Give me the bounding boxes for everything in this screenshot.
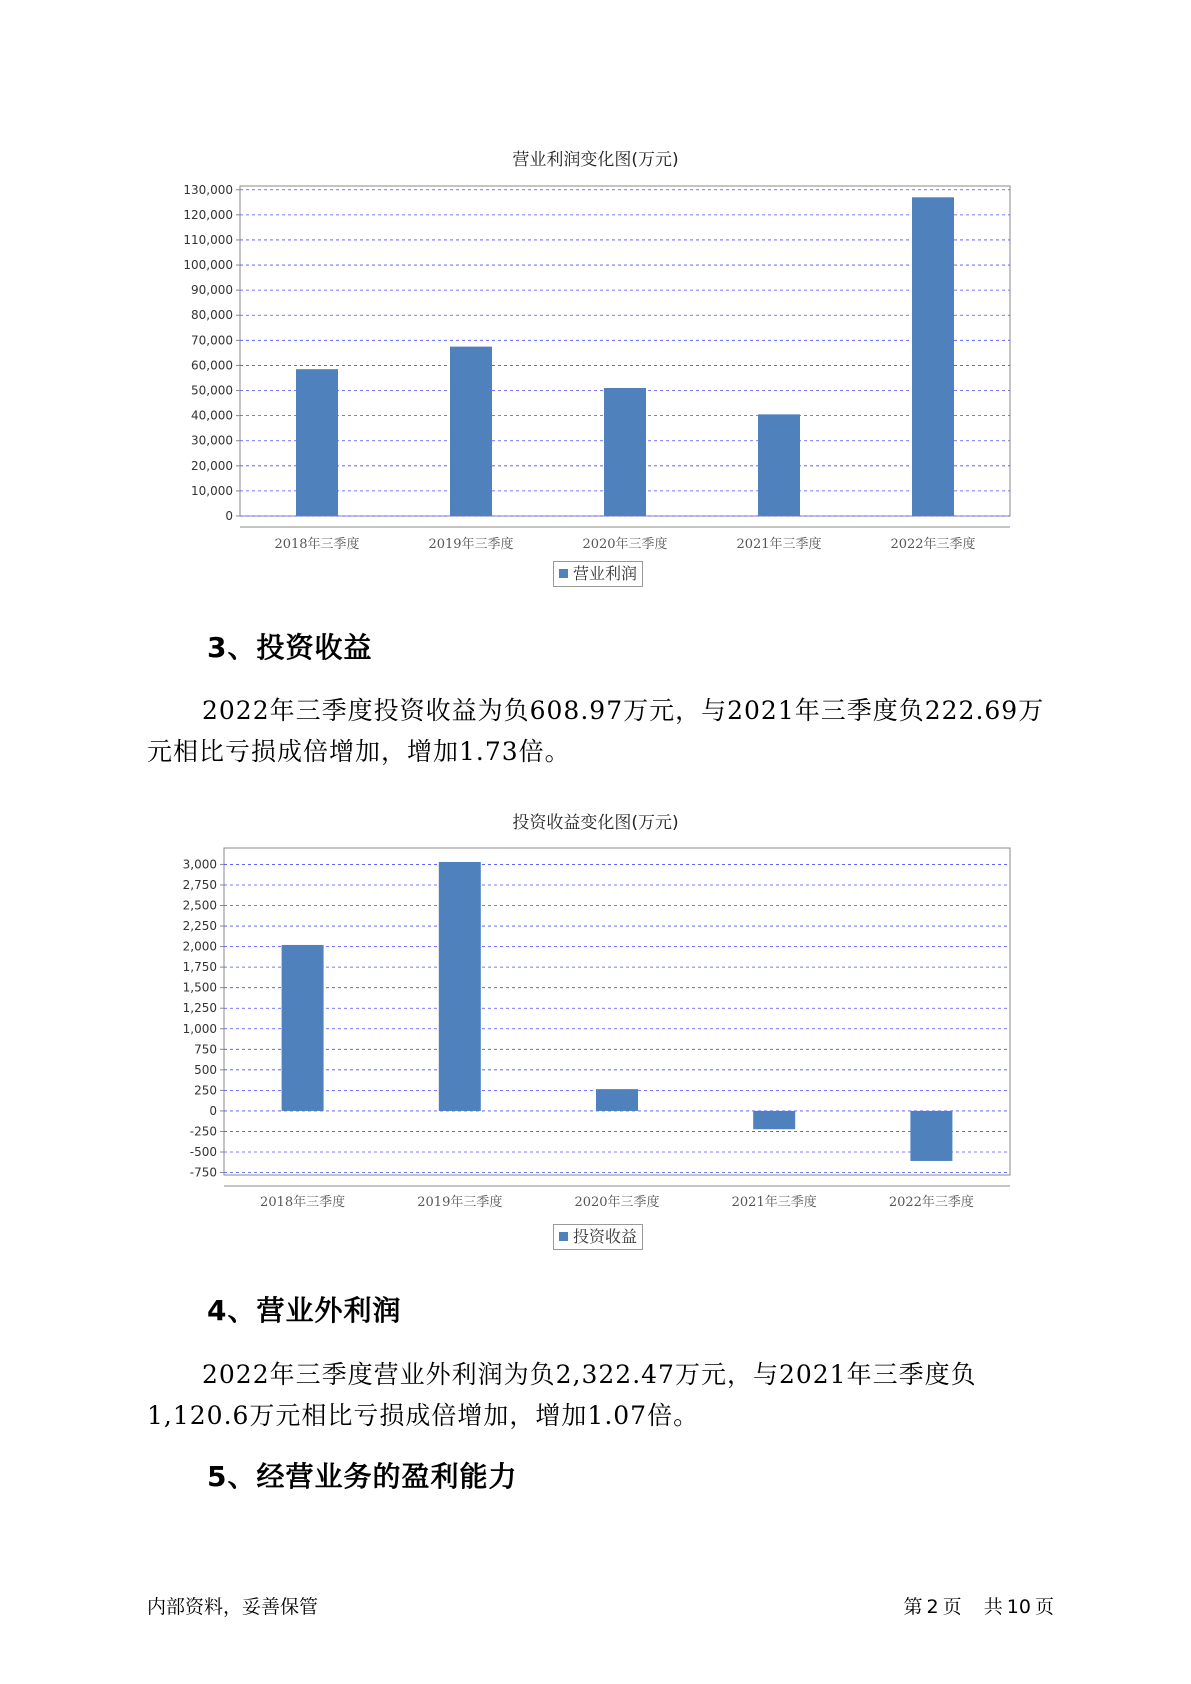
page-suffix: 页 bbox=[1034, 1596, 1054, 1618]
section-heading-investment-income: 3、投资收益 bbox=[207, 631, 373, 664]
y-tick-label: 2,500 bbox=[182, 898, 217, 913]
page-mid: 页 bbox=[942, 1596, 962, 1618]
y-tick-label: 40,000 bbox=[191, 408, 233, 423]
y-tick-label: -250 bbox=[189, 1124, 217, 1139]
x-tick-label: 2019年三季度 bbox=[428, 537, 514, 552]
page-prefix: 第 bbox=[903, 1596, 923, 1618]
legend-label: 营业利润 bbox=[573, 564, 638, 583]
page-number bbox=[902, 1592, 1056, 1619]
legend-label: 投资收益 bbox=[573, 1227, 638, 1246]
y-tick-label: -500 bbox=[189, 1144, 217, 1159]
y-tick-label: 50,000 bbox=[191, 383, 233, 398]
x-tick-label: 2021年三季度 bbox=[736, 537, 822, 552]
y-tick-label: 0 bbox=[209, 1103, 217, 1118]
bar bbox=[753, 1111, 795, 1129]
paragraph-line: 元相比亏损成倍增加，增加1.73倍。 bbox=[147, 737, 571, 766]
x-tick-label: 2018年三季度 bbox=[260, 1195, 346, 1210]
x-tick-label: 2019年三季度 bbox=[417, 1195, 503, 1210]
y-tick-label: 90,000 bbox=[191, 283, 233, 298]
y-tick-label: 2,250 bbox=[182, 919, 217, 934]
y-tick-label: 1,750 bbox=[182, 960, 217, 975]
y-tick-label: 750 bbox=[194, 1042, 217, 1057]
x-tick-label: 2020年三季度 bbox=[574, 1195, 660, 1210]
y-tick-label: 1,500 bbox=[182, 980, 217, 995]
x-tick-label: 2021年三季度 bbox=[731, 1195, 817, 1210]
chart-title: 投资收益变化图(万元) bbox=[512, 813, 679, 833]
y-tick-label: 110,000 bbox=[183, 232, 233, 247]
y-tick-label: 2,750 bbox=[182, 877, 217, 892]
chart-title: 营业利润变化图(万元) bbox=[512, 150, 679, 170]
legend-swatch bbox=[559, 1232, 568, 1241]
y-tick-label: 0 bbox=[225, 509, 233, 523]
y-tick-label: -750 bbox=[189, 1165, 217, 1180]
bar bbox=[910, 1111, 952, 1161]
y-tick-label: 10,000 bbox=[191, 483, 233, 498]
non-operating-profit-paragraph bbox=[147, 1354, 1047, 1436]
page-total: 10 bbox=[1006, 1596, 1031, 1618]
y-tick-label: 120,000 bbox=[183, 207, 233, 222]
y-tick-label: 1,000 bbox=[182, 1021, 217, 1036]
y-tick-label: 80,000 bbox=[191, 308, 233, 323]
y-tick-label: 3,000 bbox=[182, 857, 217, 872]
paragraph-line: 2022年三季度营业外利润为负2,322.47万元，与2021年三季度负 bbox=[202, 1360, 977, 1389]
chart-legend bbox=[553, 1224, 643, 1250]
bar bbox=[439, 862, 481, 1111]
y-tick-label: 1,250 bbox=[182, 1001, 217, 1016]
x-tick-label: 2018年三季度 bbox=[274, 537, 360, 552]
x-tick-label: 2022年三季度 bbox=[890, 537, 976, 552]
y-tick-label: 2,000 bbox=[182, 939, 217, 954]
y-tick-label: 500 bbox=[194, 1062, 217, 1077]
page-total-prefix: 共 bbox=[983, 1596, 1003, 1618]
bar bbox=[282, 945, 324, 1111]
footer-confidential: 内部资料，妥善保管 bbox=[147, 1596, 319, 1618]
y-tick-label: 60,000 bbox=[191, 358, 233, 373]
y-tick-label: 100,000 bbox=[183, 258, 233, 273]
y-tick-label: 20,000 bbox=[191, 458, 233, 473]
y-tick-label: 250 bbox=[194, 1083, 217, 1098]
bar bbox=[596, 1089, 638, 1111]
x-tick-label: 2022年三季度 bbox=[888, 1195, 974, 1210]
section-heading-non-operating-profit: 4、营业外利润 bbox=[207, 1294, 402, 1327]
paragraph-line: 1,120.6万元相比亏损成倍增加，增加1.07倍。 bbox=[147, 1401, 700, 1430]
y-tick-label: 130,000 bbox=[183, 182, 233, 197]
x-tick-label: 2020年三季度 bbox=[582, 537, 668, 552]
paragraph-line: 2022年三季度投资收益为负608.97万元，与2021年三季度负222.69万 bbox=[202, 696, 1045, 725]
y-tick-label: 30,000 bbox=[191, 433, 233, 448]
page-current: 2 bbox=[926, 1596, 939, 1618]
section-heading-operating-profitability: 5、经营业务的盈利能力 bbox=[207, 1460, 518, 1493]
plot-area bbox=[224, 848, 1010, 1175]
y-tick-label: 70,000 bbox=[191, 333, 233, 348]
